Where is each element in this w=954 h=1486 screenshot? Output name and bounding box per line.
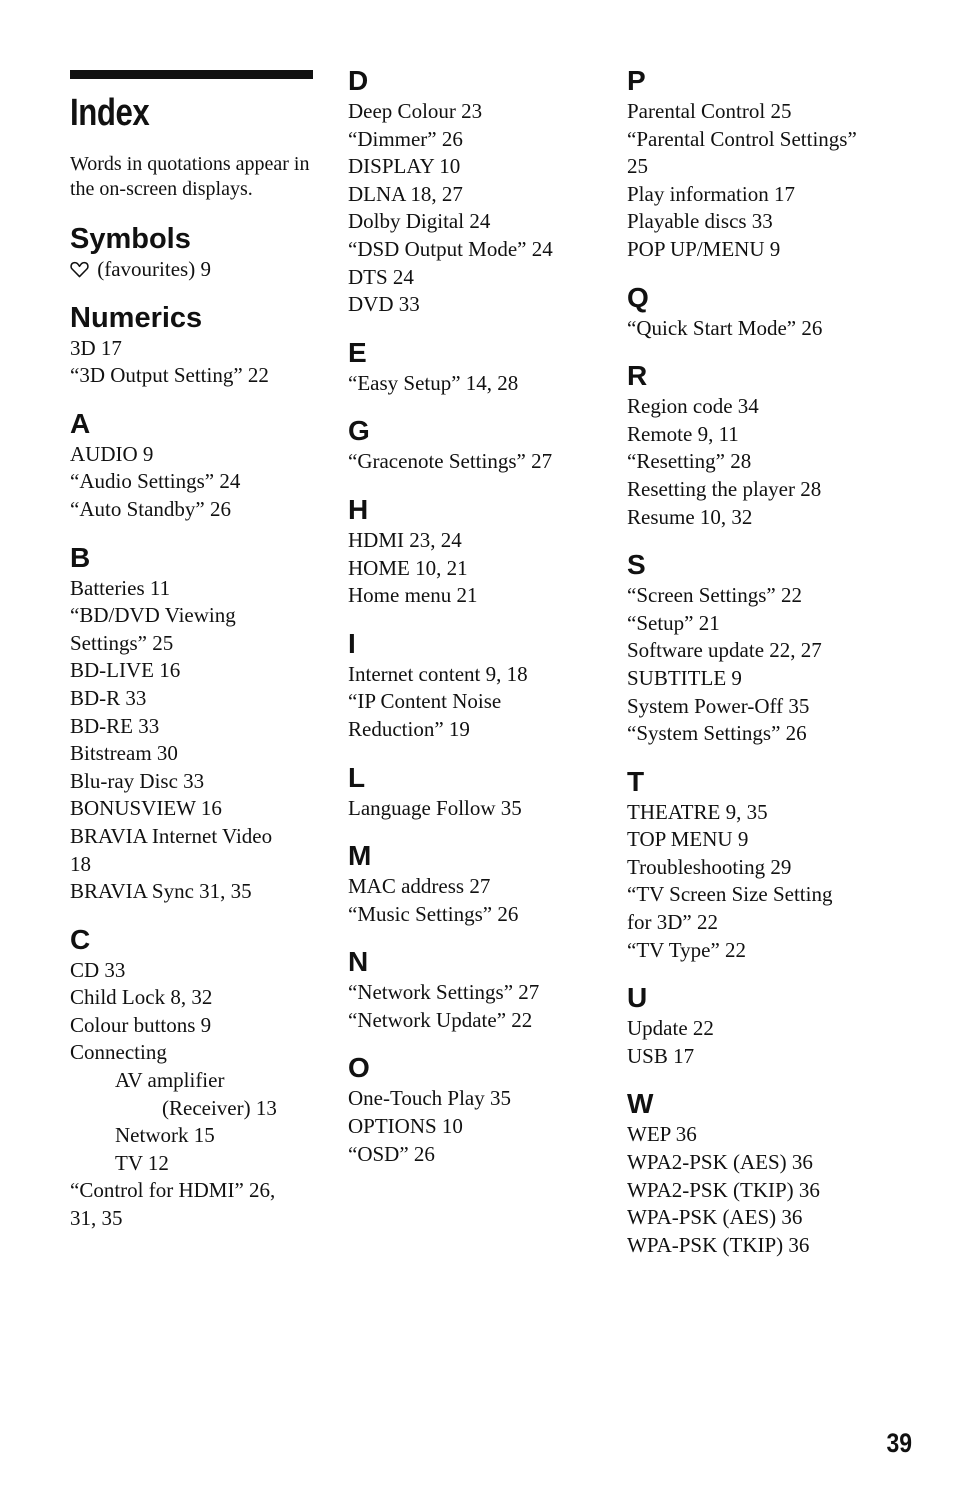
index-entry [627, 720, 877, 748]
index-entry [70, 1150, 315, 1178]
page-title: Index [70, 92, 150, 134]
section-heading: L [348, 761, 366, 793]
index-entry [348, 264, 598, 292]
section-heading: E [348, 336, 367, 368]
index-entry [627, 610, 877, 638]
index-entry [70, 1177, 315, 1205]
index-entry-text: (Receiver) 13 [162, 1095, 277, 1120]
index-entry [70, 878, 315, 906]
index-entry-text: POP UP/MENU 9 [627, 236, 781, 261]
index-entry [70, 256, 315, 284]
index-entry [627, 236, 877, 264]
index-entry [348, 795, 598, 823]
index-entry-text: “Network Update” 22 [348, 1007, 533, 1032]
section-heading: W [627, 1088, 654, 1120]
index-entry-text: HOME 10, 21 [348, 555, 468, 580]
index-entry-text: SUBTITLE 9 [627, 665, 742, 690]
index-entry [70, 496, 315, 524]
index-entry [70, 1095, 315, 1123]
index-entry [70, 957, 315, 985]
index-entry-text: Blu-ray Disc 33 [70, 768, 205, 793]
index-entry [348, 901, 598, 929]
index-entry-text: “System Settings” 26 [627, 721, 807, 746]
index-entry-text: “OSD” 26 [348, 1141, 435, 1166]
index-section [70, 923, 315, 1233]
index-entry [70, 335, 315, 363]
index-intro: Words in quotations appear in the on-screen displays. [70, 153, 310, 200]
index-section [627, 548, 877, 748]
heart-icon [70, 261, 92, 278]
index-entry [627, 826, 877, 854]
index-entry-text: Language Follow 35 [348, 795, 522, 820]
index-entry-text: Network 15 [115, 1123, 215, 1148]
index-section [627, 1087, 877, 1259]
index-entry-text: WPA2-PSK (TKIP) 36 [627, 1177, 820, 1202]
index-column-2 [348, 64, 598, 1185]
index-entry-text: Connecting [70, 1040, 167, 1065]
index-sections [70, 222, 315, 1233]
index-entry-text: “Music Settings” 26 [348, 901, 519, 926]
index-entry [627, 1232, 877, 1260]
section-heading: I [348, 627, 356, 659]
section-heading: B [70, 541, 91, 573]
index-entry-text: CD 33 [70, 957, 126, 982]
index-entry-text: Settings” 25 [70, 630, 174, 655]
index-entry-text: “Control for HDMI” 26, [70, 1178, 276, 1203]
index-entry-text: DLNA 18, 27 [348, 181, 463, 206]
index-entry [627, 1121, 877, 1149]
index-section [348, 336, 598, 398]
index-entry-text: 25 [627, 154, 648, 179]
index-entry-text: “Gracenote Settings” 27 [348, 449, 553, 474]
index-entry-text: for 3D” 22 [627, 910, 718, 935]
index-entry [348, 555, 598, 583]
index-entry [348, 979, 598, 1007]
index-section [70, 541, 315, 906]
index-entry [70, 468, 315, 496]
index-entry [627, 637, 877, 665]
index-entry-text: “Resetting” 28 [627, 449, 752, 474]
index-entry-text: USB 17 [627, 1043, 695, 1068]
index-entry-text: BRAVIA Sync 31, 35 [70, 879, 252, 904]
index-entry-text: Parental Control 25 [627, 99, 792, 123]
index-section [70, 301, 315, 390]
index-entry [627, 208, 877, 236]
title-rule [70, 70, 313, 79]
index-entry [627, 181, 877, 209]
index-entry [627, 582, 877, 610]
section-heading: R [627, 360, 648, 392]
index-entry-text: “Setup” 21 [627, 610, 720, 635]
index-entry-text: WPA2-PSK (AES) 36 [627, 1150, 813, 1175]
index-entry [70, 602, 315, 630]
index-entry [348, 1007, 598, 1035]
index-entry [70, 795, 315, 823]
index-entry [627, 504, 877, 532]
index-entry [348, 126, 598, 154]
index-entry-text: Remote 9, 11 [627, 421, 739, 446]
index-entry-text: AV amplifier [115, 1068, 225, 1093]
index-entry [627, 665, 877, 693]
index-entry [627, 909, 877, 937]
index-section [348, 493, 598, 610]
index-entry [348, 1141, 598, 1169]
index-entry-text: TOP MENU 9 [627, 827, 749, 852]
index-entry [70, 685, 315, 713]
index-section [348, 414, 598, 476]
index-section [348, 1051, 598, 1168]
index-entry-text: “TV Type” 22 [627, 937, 747, 962]
index-entry-text: DVD 33 [348, 292, 420, 317]
index-entry [70, 1039, 315, 1067]
index-entry [627, 693, 877, 721]
section-heading: Numerics [70, 301, 203, 334]
index-entry-text: “Dimmer” 26 [348, 126, 463, 151]
index-entry-text: DTS 24 [348, 264, 414, 289]
index-entry-text: BRAVIA Internet Video [70, 823, 273, 848]
index-entry-text: (favourites) 9 [97, 257, 211, 281]
index-entry [70, 575, 315, 603]
section-heading: G [348, 415, 370, 447]
index-entry [70, 713, 315, 741]
index-entry-text: WEP 36 [627, 1122, 697, 1147]
index-entry [627, 393, 877, 421]
index-entry [70, 823, 315, 851]
index-entry-text: WPA-PSK (TKIP) 36 [627, 1232, 810, 1257]
section-heading: U [627, 982, 648, 1014]
page-number: 39 [886, 1428, 912, 1458]
index-entry-text: DISPLAY 10 [348, 154, 461, 179]
index-section [627, 765, 877, 965]
index-entry [70, 630, 315, 658]
index-entry-text: OPTIONS 10 [348, 1114, 463, 1139]
index-entry-text: MAC address 27 [348, 874, 491, 899]
index-entry-text: “Auto Standby” 26 [70, 496, 231, 521]
index-entry [70, 851, 315, 879]
index-entry-text: 18 [70, 851, 91, 876]
index-entry-text: Update 22 [627, 1016, 714, 1041]
section-heading: S [627, 549, 646, 581]
index-entry-text: BD-R 33 [70, 685, 147, 710]
index-entry-text: Troubleshooting 29 [627, 854, 792, 879]
index-entry [627, 1177, 877, 1205]
index-entry [348, 1085, 598, 1113]
index-entry [627, 1043, 877, 1071]
index-entry [348, 181, 598, 209]
index-entry-text: Play information 17 [627, 181, 795, 206]
index-section [627, 281, 877, 343]
index-column-3 [627, 64, 877, 1276]
index-entry [627, 126, 877, 154]
index-entry-text: Playable discs 33 [627, 209, 773, 234]
index-entry [627, 315, 877, 343]
index-entry-text: Child Lock 8, 32 [70, 985, 213, 1010]
index-entry [348, 873, 598, 901]
section-heading: N [348, 946, 369, 978]
index-entry-text: Reduction” 19 [348, 716, 470, 741]
index-entry [627, 1204, 877, 1232]
index-column-1 [70, 64, 315, 1250]
index-entry-text: HDMI 23, 24 [348, 527, 462, 552]
index-entry [627, 881, 877, 909]
index-entry-text: 31, 35 [70, 1206, 123, 1231]
index-entry-text: “Audio Settings” 24 [70, 469, 241, 494]
section-heading: Symbols [70, 223, 191, 255]
index-entry [627, 937, 877, 965]
index-entry-text: Region code 34 [627, 394, 759, 419]
index-entry-text: Software update 22, 27 [627, 638, 822, 663]
index-entry-text: Resume 10, 32 [627, 504, 753, 529]
index-entry [348, 716, 598, 744]
index-sections [627, 64, 877, 1259]
index-entry-text: “Screen Settings” 22 [627, 583, 802, 608]
index-entry [627, 476, 877, 504]
index-entry-text: THEATRE 9, 35 [627, 799, 768, 824]
index-entry [348, 370, 598, 398]
index-entry-text: “DSD Output Mode” 24 [348, 236, 553, 261]
index-entry-text: Colour buttons 9 [70, 1012, 212, 1037]
section-heading: D [348, 65, 369, 96]
index-entry [70, 1122, 315, 1150]
index-entry [348, 291, 598, 319]
section-heading: C [70, 923, 91, 955]
index-section [348, 945, 598, 1034]
index-entry-text: Dolby Digital 24 [348, 209, 491, 234]
index-entry [627, 98, 877, 126]
index-entry [70, 657, 315, 685]
index-section [70, 407, 315, 524]
index-entry [70, 1205, 315, 1233]
index-sections [348, 64, 598, 1168]
index-entry [348, 661, 598, 689]
index-entry-text: “TV Screen Size Setting [627, 882, 833, 907]
index-entry-text: “IP Content Noise [348, 689, 502, 714]
index-entry [348, 688, 598, 716]
index-entry-text: “Parental Control Settings” [627, 126, 857, 151]
index-entry [627, 153, 877, 181]
index-entry [348, 1113, 598, 1141]
index-entry-text: AUDIO 9 [70, 441, 154, 466]
section-heading: H [348, 493, 369, 525]
index-entry-text: “3D Output Setting” 22 [70, 363, 269, 388]
section-heading: Q [627, 281, 649, 313]
index-entry-text: Bitstream 30 [70, 741, 178, 766]
index-section [348, 761, 598, 823]
index-entry-text: Home menu 21 [348, 583, 478, 608]
index-section [627, 981, 877, 1070]
index-entry [348, 208, 598, 236]
index-entry-text: One-Touch Play 35 [348, 1086, 511, 1111]
index-entry [348, 98, 598, 126]
index-entry [348, 153, 598, 181]
section-heading: P [627, 65, 646, 96]
index-section [348, 839, 598, 928]
index-entry-text: Resetting the player 28 [627, 476, 822, 501]
index-section [70, 222, 315, 284]
index-entry [348, 527, 598, 555]
index-entry [70, 740, 315, 768]
index-entry-text: System Power-Off 35 [627, 693, 810, 718]
index-entry [348, 448, 598, 476]
index-entry [70, 1067, 315, 1095]
section-heading: O [348, 1052, 370, 1084]
index-entry-text: BD-RE 33 [70, 713, 160, 738]
index-entry-text: “Easy Setup” 14, 28 [348, 370, 519, 395]
index-entry-text: “Network Settings” 27 [348, 980, 540, 1005]
index-entry-text: Deep Colour 23 [348, 99, 483, 123]
index-entry-text: “BD/DVD Viewing [70, 603, 236, 628]
index-entry [70, 1012, 315, 1040]
section-heading: T [627, 765, 645, 797]
index-entry-text: BONUSVIEW 16 [70, 796, 222, 821]
index-entry-text: “Quick Start Mode” 26 [627, 315, 823, 340]
index-entry [627, 421, 877, 449]
index-section [348, 627, 598, 744]
index-entry [348, 582, 598, 610]
index-section [627, 64, 877, 264]
index-entry-text: TV 12 [115, 1150, 169, 1175]
index-entry-text: WPA-PSK (AES) 36 [627, 1205, 803, 1230]
index-section [627, 359, 877, 531]
index-entry-text: Internet content 9, 18 [348, 661, 528, 686]
index-entry [627, 1149, 877, 1177]
section-heading: A [70, 407, 91, 439]
index-entry-text: Batteries 11 [70, 575, 171, 600]
index-entry [348, 236, 598, 264]
section-heading: M [348, 840, 372, 872]
index-entry [70, 441, 315, 469]
index-entry [627, 1015, 877, 1043]
index-entry [627, 799, 877, 827]
index-entry-text: 3D 17 [70, 335, 122, 360]
index-entry-text: BD-LIVE 16 [70, 658, 181, 683]
index-entry [70, 768, 315, 796]
index-section [348, 64, 598, 319]
index-entry [627, 448, 877, 476]
index-entry [627, 854, 877, 882]
index-entry [70, 362, 315, 390]
index-entry [70, 984, 315, 1012]
